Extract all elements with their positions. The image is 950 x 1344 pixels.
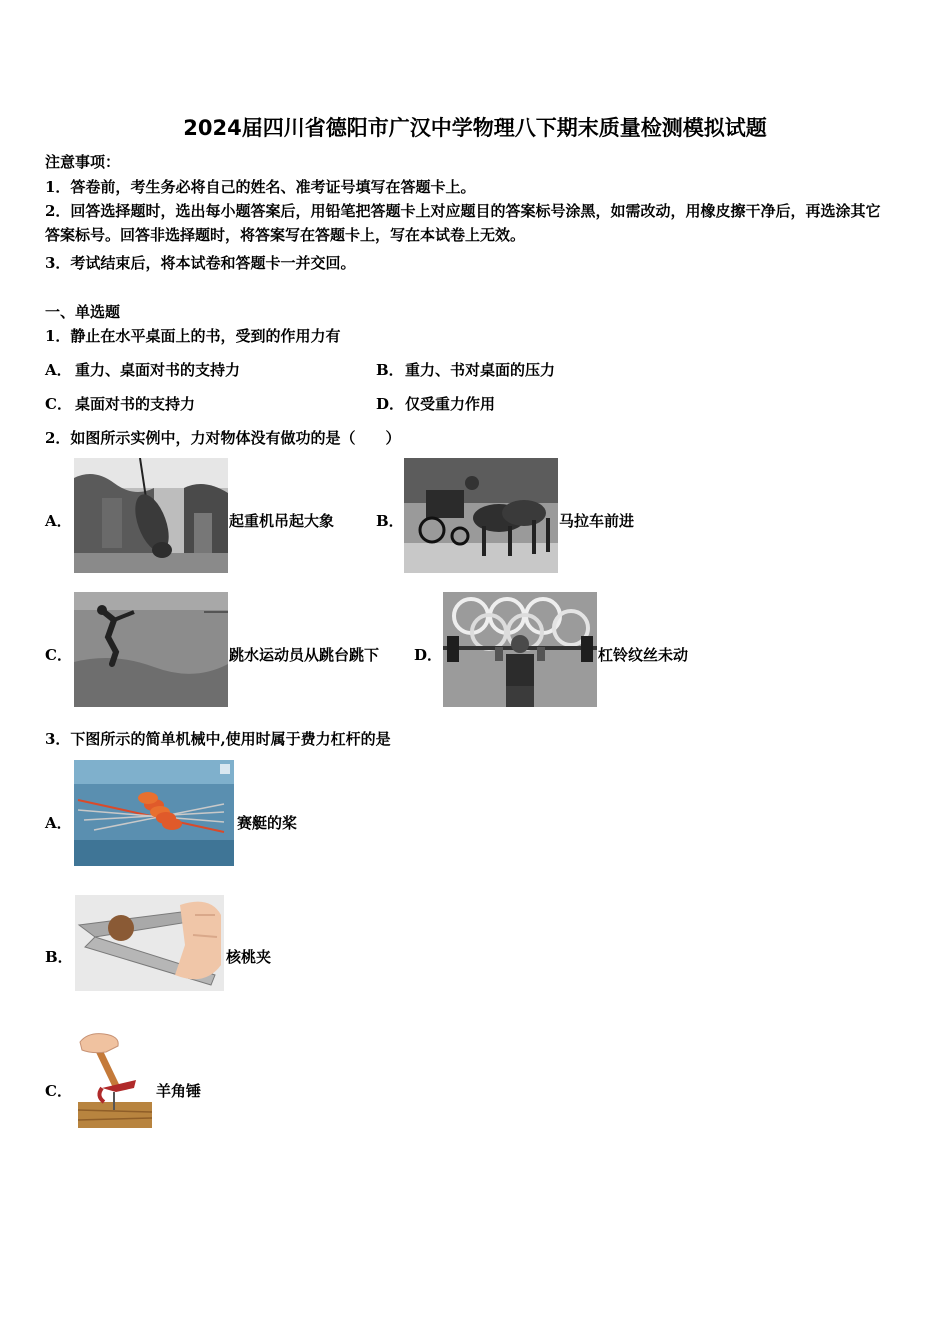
notice-item-3: 3．考试结束后，将本试卷和答题卡一并交回。 [45, 254, 356, 272]
q3-option-b-text: 核桃夹 [226, 948, 272, 966]
q2-option-c-letter: C． [45, 646, 72, 664]
q2-option-b-text: 马拉车前进 [559, 512, 635, 530]
q1-option-d-letter: D． [376, 395, 405, 413]
q2-option-b-letter: B． [376, 512, 404, 530]
section-heading: 一、单选题 [45, 303, 121, 321]
q3-option-a-letter: A． [45, 814, 72, 832]
q2-option-d-text: 杠铃纹丝未动 [598, 646, 689, 664]
q1-option-a-text: 重力、桌面对书的支持力 [75, 361, 241, 379]
q1-option-c-letter: C． [45, 395, 72, 413]
q1-option-b-letter: B． [376, 361, 404, 379]
notice-item-2: 2．回答选择题时，选出每小题答案后，用铅笔把答题卡上对应题目的答案标号涂黑，如需改动，用橡皮擦干净后，再选涂其它答案标号。回答非选择题时，将答案写在答题卡上，写在本试卷上无效。 [45, 202, 881, 244]
nutcracker-image [75, 895, 224, 991]
notice-item-1: 1．答卷前，考生务必将自己的姓名、准考证号填写在答题卡上。 [45, 178, 476, 196]
q2-option-d-letter: D． [414, 646, 443, 664]
q2-option-a-text: 起重机吊起大象 [229, 512, 335, 530]
q2-option-a-letter: A． [45, 512, 72, 530]
q3-stem: 3．下图所示的简单机械中,使用时属于费力杠杆的是 [45, 730, 391, 748]
q1-option-d-text: 仅受重力作用 [405, 395, 496, 413]
q2-option-c-text: 跳水运动员从跳台跳下 [229, 646, 380, 664]
diver-jumping-image [74, 592, 228, 707]
rowing-boat-image [74, 760, 234, 866]
q1-option-a-letter: A． [45, 361, 72, 379]
horse-carriage-image [404, 458, 558, 573]
claw-hammer-image [74, 1030, 154, 1130]
q3-option-b-letter: B． [45, 948, 73, 966]
notice-heading: 注意事项： [45, 153, 121, 171]
q1-stem: 1．静止在水平桌面上的书，受到的作用力有 [45, 327, 341, 345]
q3-option-c-text: 羊角锤 [156, 1082, 202, 1100]
q1-option-b-text: 重力、书对桌面的压力 [405, 361, 556, 379]
weightlifter-image [443, 592, 597, 707]
q2-stem: 2．如图所示实例中，力对物体没有做功的是（ ） [45, 429, 401, 447]
q1-option-c-text: 桌面对书的支持力 [75, 395, 196, 413]
crane-lifting-elephant-image [74, 458, 228, 573]
q3-option-c-letter: C． [45, 1082, 72, 1100]
exam-title: 2024届四川省德阳市广汉中学物理八下期末质量检测模拟试题 [183, 116, 767, 140]
q3-option-a-text: 赛艇的桨 [237, 814, 298, 832]
